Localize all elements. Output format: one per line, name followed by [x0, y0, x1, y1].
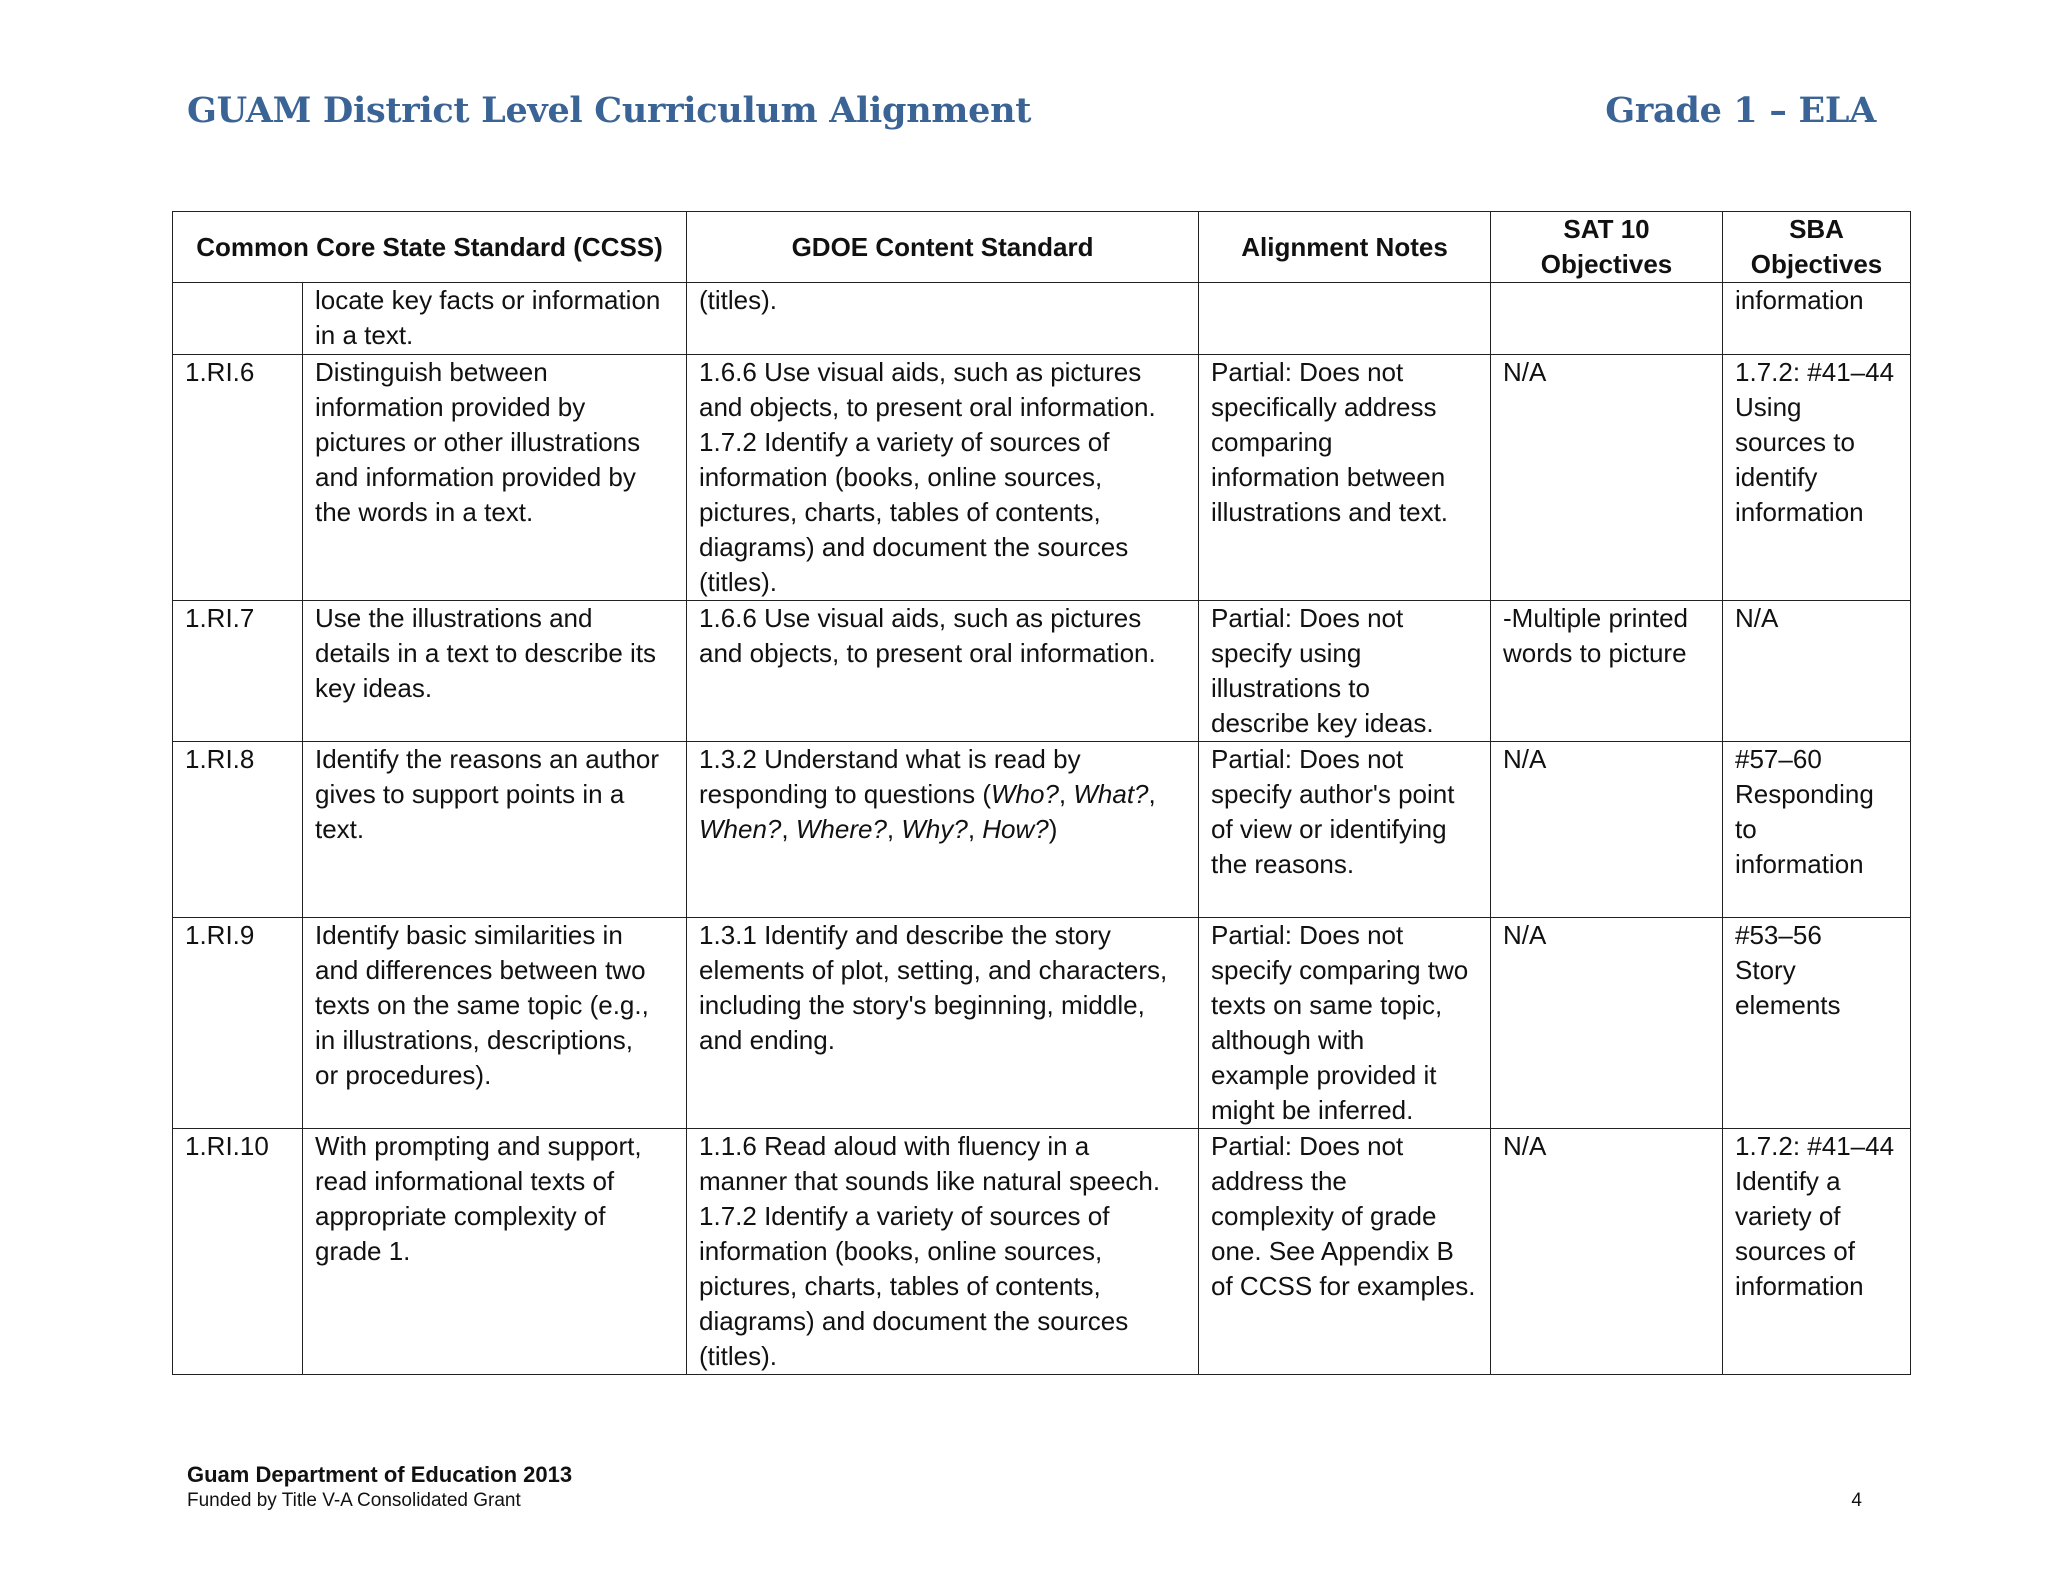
table-row — [173, 1129, 1911, 1375]
alignment-notes-cell: Partial: Does not specify comparing two texts on same topic, although with example provided it might be inferred. — [1199, 918, 1491, 1129]
sba-cell: N/A — [1723, 601, 1911, 742]
sat10-cell: N/A — [1491, 918, 1723, 1129]
standard-code-cell: 1.RI.7 — [173, 601, 303, 742]
question-word: Why? — [901, 814, 968, 844]
gdoe-text: 1.3.2 Understand what is read by responding to questions ( — [699, 744, 1081, 809]
gdoe-standard-cell: 1.6.6 Use visual aids, such as pictures and objects, to present oral information. — [687, 601, 1199, 742]
ccss-text-cell: Identify the reasons an author gives to support points in a text. — [303, 742, 687, 918]
gdoe-standard-cell — [687, 742, 1199, 918]
separator: , — [967, 814, 983, 844]
table-row — [173, 918, 1911, 1129]
sba-cell: 1.7.2: #41–44 Identify a variety of sources of information — [1723, 1129, 1911, 1375]
table-row — [173, 355, 1911, 601]
column-header-ccss: Common Core State Standard (CCSS) — [173, 212, 687, 283]
column-header-gdoe: GDOE Content Standard — [687, 212, 1199, 283]
gdoe-standard-cell: (titles). — [687, 283, 1199, 355]
sat10-cell — [1491, 283, 1723, 355]
question-word: Who? — [990, 779, 1059, 809]
document-title: GUAM District Level Curriculum Alignment — [187, 90, 1032, 131]
sba-cell: 1.7.2: #41–44 Using sources to identify information — [1723, 355, 1911, 601]
alignment-table — [172, 211, 1911, 1375]
gdoe-standard-cell: 1.6.6 Use visual aids, such as pictures and objects, to present oral information. 1.7.2 Identify a variety of sources of information (books, online sources, pictures, charts, tables of contents, diagrams) and document the sources (titles). — [687, 355, 1199, 601]
separator: , — [886, 814, 902, 844]
question-word: What? — [1073, 779, 1149, 809]
table-row — [173, 601, 1911, 742]
table-header-row — [173, 212, 1911, 283]
table-row — [173, 742, 1911, 918]
gdoe-standard-cell: 1.1.6 Read aloud with fluency in a manner that sounds like natural speech. 1.7.2 Identify a variety of sources of information (books, online sources, pictures, charts, tables of contents, diagrams) and document the sources (titles). — [687, 1129, 1199, 1375]
standard-code-cell — [173, 283, 303, 355]
ccss-text-cell: With prompting and support, read informational texts of appropriate complexity of grade 1. — [303, 1129, 687, 1375]
alignment-notes-cell: Partial: Does not specify author's point of view or identifying the reasons. — [1199, 742, 1491, 918]
column-header-sat10: SAT 10 Objectives — [1491, 212, 1723, 283]
sat10-cell: N/A — [1491, 355, 1723, 601]
alignment-notes-cell: Partial: Does not specifically address comparing information between illustrations and text. — [1199, 355, 1491, 601]
separator: , — [1148, 779, 1156, 809]
page-number: 4 — [1851, 1490, 1862, 1511]
table-row — [173, 283, 1911, 355]
separator: , — [1058, 779, 1074, 809]
sba-cell: information — [1723, 283, 1911, 355]
separator: , — [781, 814, 796, 844]
sat10-cell: -Multiple printed words to picture — [1491, 601, 1723, 742]
sba-cell: #53–56 Story elements — [1723, 918, 1911, 1129]
ccss-text-cell: locate key facts or information in a text. — [303, 283, 687, 355]
column-header-notes: Alignment Notes — [1199, 212, 1491, 283]
sba-cell: #57–60 Responding to information — [1723, 742, 1911, 918]
footer-organization: Guam Department of Education 2013 — [187, 1462, 573, 1487]
closing-paren: ) — [1048, 814, 1058, 844]
grade-label: Grade 1 – ELA — [1605, 90, 1876, 131]
alignment-notes-cell: Partial: Does not address the complexity of grade one. See Appendix B of CCSS for examples. — [1199, 1129, 1491, 1375]
footer-funding: Funded by Title V-A Consolidated Grant — [187, 1490, 521, 1511]
column-header-sba: SBA Objectives — [1723, 212, 1911, 283]
question-word: How? — [982, 814, 1049, 844]
alignment-notes-cell: Partial: Does not specify using illustrations to describe key ideas. — [1199, 601, 1491, 742]
sat10-cell: N/A — [1491, 1129, 1723, 1375]
question-word: When? — [699, 814, 782, 844]
gdoe-standard-cell: 1.3.1 Identify and describe the story elements of plot, setting, and characters, including the story's beginning, middle, and ending. — [687, 918, 1199, 1129]
standard-code-cell: 1.RI.9 — [173, 918, 303, 1129]
standard-code-cell: 1.RI.6 — [173, 355, 303, 601]
alignment-notes-cell — [1199, 283, 1491, 355]
question-word: Where? — [795, 814, 887, 844]
ccss-text-cell: Distinguish between information provided by pictures or other illustrations and information provided by the words in a text. — [303, 355, 687, 601]
standard-code-cell: 1.RI.8 — [173, 742, 303, 918]
sat10-cell: N/A — [1491, 742, 1723, 918]
ccss-text-cell: Identify basic similarities in and differences between two texts on the same topic (e.g., in illustrations, descriptions, or procedures). — [303, 918, 687, 1129]
ccss-text-cell: Use the illustrations and details in a text to describe its key ideas. — [303, 601, 687, 742]
standard-code-cell: 1.RI.10 — [173, 1129, 303, 1375]
